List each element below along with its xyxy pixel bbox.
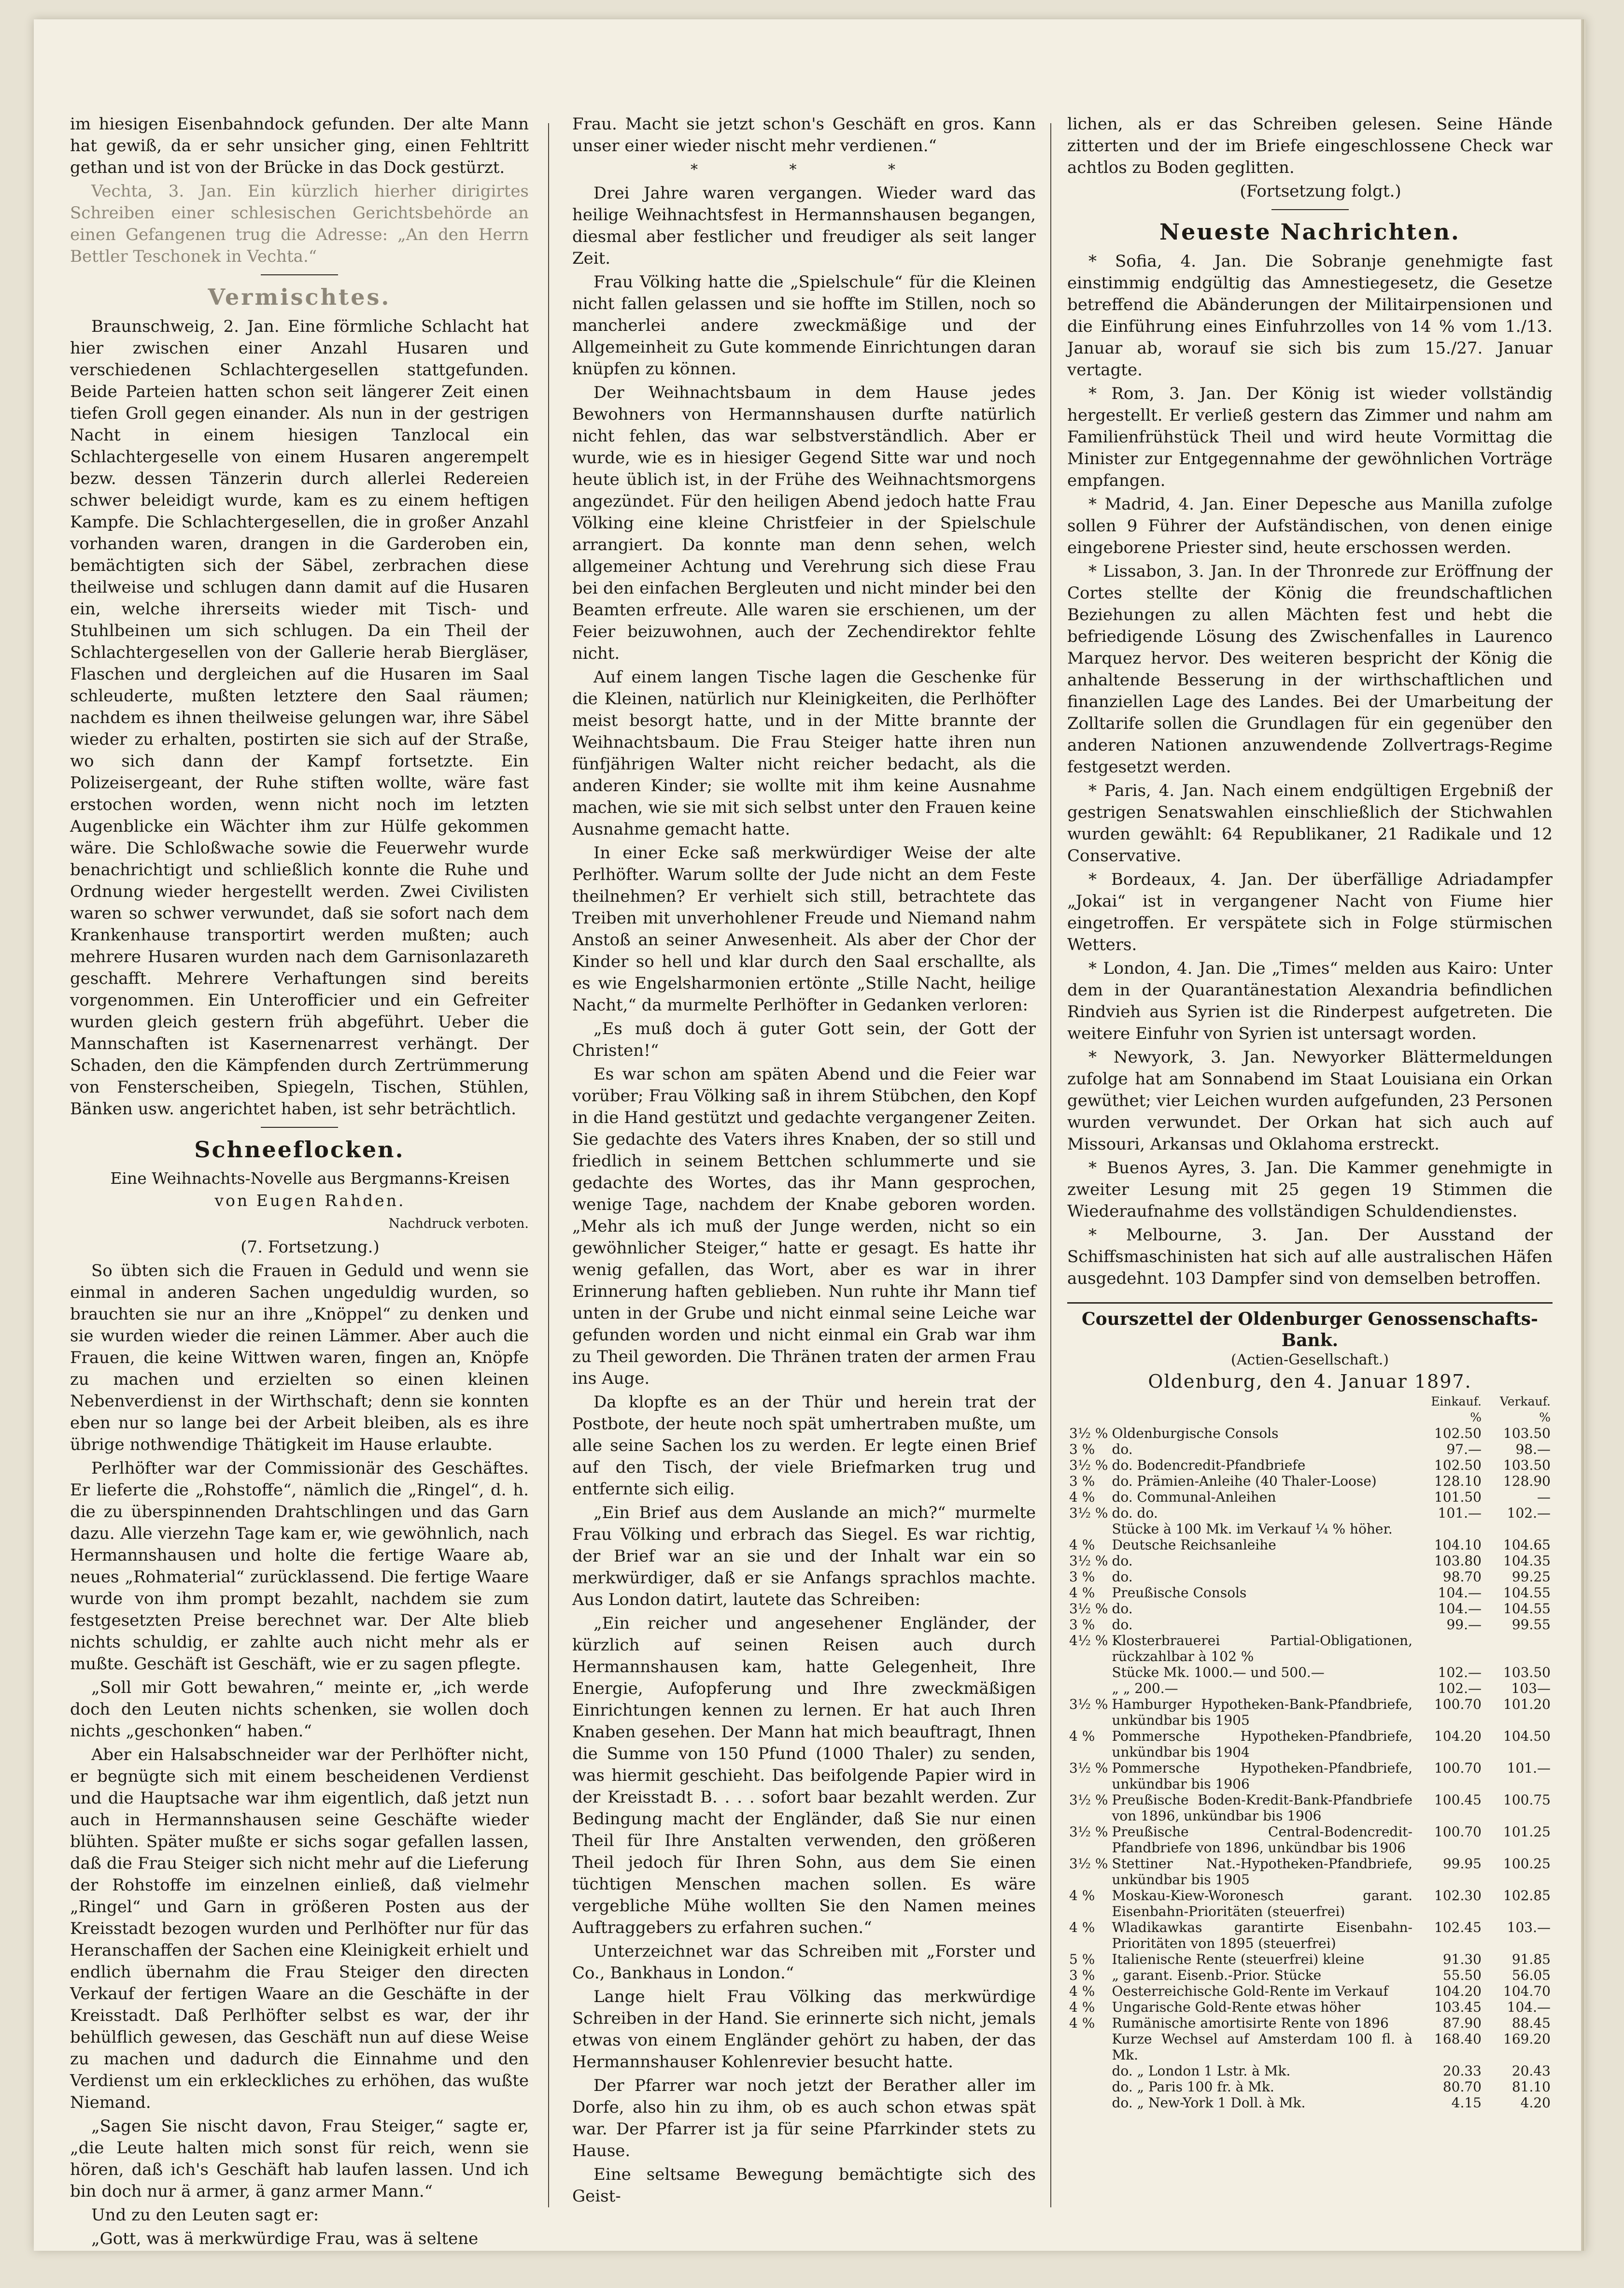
cell-rate: 3½ % (1069, 1505, 1108, 1521)
novel-paragraph: Aber ein Halsabschneider war der Perlhöfter nicht, er begnügte sich mit einem bescheidenen Verdienst und die Hauptsache war ihm eigentlich, daß jetzt nun auch in Hermannshausen seine Geschäfte wieder blühten. Später mußte er sichs sogar gefallen lassen, daß die Frau Steiger sich nicht mehr auf die Lieferung der Rohstoffe im einzelnen einließ, daß vielmehr „Ringel“ und Garn in größeren Posten aus der Kreisstadt bezogen wurden und Perlhöfter nur für das Heranschaffen der Sachen eine Kleinigkeit erhielt und endlich übernahm die Frau Steiger den directen Verkauf der fertigen Waare an die Geschäfte in der Kreisstadt. Daß Perlhöfter selbst es war, der ihr behülflich gewesen, das Geschäft nun auf diese Weise zu machen und dadurch die Einnahme und den Verdienst um ein erkleckliches zu erhöhen, das wußte Niemand. (70, 1745, 529, 2112)
cell-buy: 102.45 (1434, 1919, 1482, 1935)
cell-name: do. (1112, 1601, 1133, 1617)
cell-sell: 91.85 (1511, 1951, 1551, 1967)
cell-rate: 3 % (1069, 1473, 1095, 1489)
cell-name: Oldenburgische Consols (1112, 1425, 1279, 1441)
novel-paragraph: So übten sich die Frauen in Geduld und wenn sie einmal in anderen Sachen ungeduldig wurden, so brauchten sie nur an ihre „Knöppel“ zu denken und sie wurden wieder die reinen Lämmer. Aber auch die Frauen, die keine Wittwen waren, fingen an, Knöpfe zu machen und erzielten so einen kleinen Nebenverdienst in der Wirthschaft; denn sie konnten eben nur so lange bei der Arbeit bleiben, als es ihre übrige nothwendige Thätigkeit im Hause erlaubte. (70, 1261, 529, 1454)
rates-table-subtitle: (Actien-Gesellschaft.) (1231, 1351, 1389, 1368)
table-row (1067, 1951, 1553, 1967)
cell-sell: 102.85 (1503, 1888, 1551, 1904)
cell-buy: 102.— (1438, 1664, 1482, 1680)
cell-name: Italienische Rente (steuerfrei) kleine (1112, 1951, 1365, 1967)
newspaper-page (34, 19, 1586, 2251)
news-item: * Lissabon, 3. Jan. In der Thronrede zur Eröffnung der Cortes stellte der König die freundschaftlichen Beziehungen zu allen Mächten fest und hebt die befriedigende Lösung des Zwischenfalles in Laurenco Marquez hervor. Des weiteren bespricht der König die anhaltende Besserung in der wirthschaftlichen und finanziellen Lage des Landes. Bei der Umarbeitung der Zolltarife sollen die Grundlagen für ein gegenüber den anderen Nationen anzuwendende Zollvertrags-Regime festgesetzt werden. (1067, 562, 1553, 777)
column-2 (572, 114, 1036, 2212)
cell-rate (1067, 2031, 1110, 2063)
cell-rate (1067, 2063, 1110, 2079)
cell-name: Klosterbrauerei Partial-Obligationen, rückzahlbar à 102 % (1112, 1633, 1412, 1664)
news-item-vechta: Vechta, 3. Jan. Ein kürzlich hierher dirigirtes Schreiben einer schlesischen Gerichtsbehörde an einen Gefangenen trug die Adresse: „An den Herrn Bettler Teschonek in Vechta.“ (70, 182, 529, 266)
cell-buy: 100.70 (1434, 1696, 1482, 1712)
table-row (1067, 1505, 1553, 1521)
novel-paragraph: Auf einem langen Tische lagen die Geschenke für die Kleinen, natürlich nur Kleinigkeiten, die Perlhöfter meist besorgt hatte, und in der Mitte brannte der Weihnachtsbaum. Die Frau Steiger hatte ihren nun fünfjährigen Walter nicht reicher bedacht, als die anderen Kinder; sie wollte mit ihm keine Ausnahme machen, wie sie mit sich selbst unter den Frauen keine Ausnahme gemacht hatte. (572, 668, 1036, 839)
cell-rate: 3½ % (1069, 1425, 1108, 1441)
header-buy: Einkauf. % (1431, 1394, 1482, 1424)
cell-sell: 99.55 (1511, 1617, 1551, 1633)
cell-buy: 102.30 (1434, 1888, 1482, 1904)
section-stars: * * * (690, 161, 939, 178)
cell-sell: 99.25 (1511, 1569, 1551, 1585)
cell-rate: 3½ % (1069, 1696, 1108, 1712)
novel-paragraph: „Ein Brief aus dem Auslande an mich?“ murmelte Frau Völking und erbrach das Siegel. Es war richtig, der Brief war an sie und der Inhalt war ein so merkwürdiger, daß er sie Anfangs sprachlos machte. Aus London datirt, lautete das Schreiben: (572, 1503, 1036, 1609)
cell-name: do. (1112, 1617, 1133, 1633)
news-item: * Melbourne, 3. Jan. Der Ausstand der Schiffsmaschinisten hat sich auf alle australischen Häfen ausgedehnt. 103 Dampfer sind von demselben betroffen. (1067, 1225, 1553, 1288)
cell-rate: 3 % (1069, 1967, 1095, 1983)
table-row (1067, 1728, 1553, 1760)
cell-name: Hamburger Hypotheken-Bank-Pfandbriefe, unkündbar bis 1905 (1112, 1696, 1412, 1728)
novel-paragraph: Und zu den Leuten sagt er: (91, 2205, 319, 2225)
cell-sell: 104.50 (1503, 1728, 1551, 1744)
column-3 (1067, 114, 1553, 2212)
cell-buy: 102.— (1438, 1680, 1482, 1696)
rates-table (1067, 1393, 1553, 2111)
cell-sell: 104.— (1507, 1999, 1551, 2015)
column-1 (70, 114, 529, 2248)
cell-name: Wladikawkas garantirte Eisenbahn-Prioritäten von 1895 (steuerfrei) (1112, 1919, 1412, 1951)
cell-buy: 103.80 (1434, 1553, 1482, 1569)
novel-paragraph: „Ein reicher und angesehener Engländer, der kürzlich auf seinen Reisen auch durch Hermannshausen kam, hatte Gelegenheit, Ihre Energie, Aufopferung und Ihre zweckmäßigen Einrichtungen kennen zu lernen. Er hat auch Ihren Knaben gesehen. Der Mann hat mich beauftragt, Ihnen die Summe von 150 Pfund (1000 Thaler) zu senden, was hiermit geschieht. Das beifolgende Papier wird in der Kreisstadt B. . . . sofort baar bezahlt werden. Zur Bedingung macht der Engländer, daß Sie nur einen Theil für Ihre Anstalten verwenden, den größeren Theil jedoch für Ihren Sohn, aus dem Sie einen tüchtigen Menschen machen sollen. Es wäre vergebliche Mühe wollten Sie den Namen meines Auftraggebers zu erfahren suchen.“ (572, 1614, 1036, 1937)
novel-title: Schneeflocken. (194, 1137, 405, 1163)
article-text: im hiesigen Eisenbahndock gefunden. Der alte Mann hat gewiß, da er sehr unsicher ging, einen Fehltritt gethan und ist von der Brücke in das Dock gestürzt. (70, 114, 529, 177)
cell-rate (1067, 1680, 1110, 1696)
cell-name: Stücke à 100 Mk. im Verkauf ¼ % höher. (1112, 1521, 1393, 1537)
cell-buy: 4.15 (1451, 2095, 1482, 2111)
cell-buy: 100.70 (1434, 1824, 1482, 1840)
cell-sell (1483, 1633, 1553, 1664)
section-divider (261, 274, 338, 275)
novel-paragraph: Der Pfarrer war noch jetzt der Berather aller im Dorfe, also hin zu ihm, ob es auch schon etwas spät war. Der Pfarrer ist ja für seine Pfarrkinder stets zu Hause. (572, 2076, 1036, 2160)
novel-paragraph: Frau. Macht sie jetzt schon's Geschäft en gros. Kann unser einer wieder nischt mehr verdienen.“ (572, 114, 1036, 156)
cell-buy: 104.10 (1434, 1537, 1482, 1553)
cell-name: do. (1112, 1569, 1133, 1585)
table-row (1067, 1441, 1553, 1457)
cell-sell: 88.45 (1511, 2015, 1551, 2031)
cell-buy: 102.50 (1434, 1425, 1482, 1441)
news-item: * Rom, 3. Jan. Der König ist wieder vollständig hergestellt. Er verließ gestern das Zimmer und nahm am Familienfrühstück Theil und wird heute Vormittag die Minister zur Entgegennahme der gewöhnlichen Vorträge empfangen. (1067, 384, 1553, 490)
cell-name: „ garant. Eisenb.-Prior. Stücke (1112, 1967, 1322, 1983)
novel-paragraph: „Soll mir Gott bewahren,“ meinte er, „ich werde doch den Leuten nichts schenken, sie wollen doch nichts „geschonken“ haben.“ (70, 1678, 529, 1741)
cell-buy: 91.30 (1442, 1951, 1482, 1967)
novel-paragraph: Frau Völking hatte die „Spielschule“ für die Kleinen nicht fallen gelassen und sie hoffte im Stillen, noch so mancherlei andere zweckmäßige und der Allgemeinheit zu Gute kommende Einrichtungen daran knüpfen zu können. (572, 272, 1036, 379)
cell-name: Preußische Consols (1112, 1585, 1247, 1601)
cell-sell: 104.35 (1503, 1553, 1551, 1569)
cell-rate: 3½ % (1069, 1792, 1108, 1808)
cell-buy (1414, 1521, 1483, 1537)
header-name (1110, 1393, 1414, 1425)
cell-buy: 100.70 (1434, 1760, 1482, 1776)
news-item: * Newyork, 3. Jan. Newyorker Blättermeldungen zufolge hat am Sonnabend im Staat Louisiana ein Orkan gewüthet; vier Leichen wurden aufgefunden, 23 Personen wurden verwundet. Der Orkan hat sich auch auf Missouri, Arkansas und Oklahoma erstreckt. (1067, 1048, 1553, 1154)
cell-buy: 100.45 (1434, 1792, 1482, 1808)
table-row (1067, 1633, 1553, 1664)
table-row (1067, 1537, 1553, 1553)
novel-subtitle: Eine Weihnachts-Novelle aus Bergmanns-Kreisen (110, 1169, 510, 1188)
cell-name: do. „ New-York 1 Doll. à Mk. (1112, 2095, 1306, 2111)
section-divider (1271, 209, 1349, 210)
novel-part: (7. Fortsetzung.) (240, 1237, 380, 1257)
news-item: * Buenos Ayres, 3. Jan. Die Kammer genehmigte in zweiter Lesung mit 25 gegen 19 Stimmen die Wiederaufnahme des vollständigen Schuldendienstes. (1067, 1158, 1553, 1221)
cell-rate (1067, 2095, 1110, 2111)
cell-name: Stücke Mk. 1000.— und 500.— (1112, 1664, 1325, 1680)
cell-rate: 3½ % (1069, 1824, 1108, 1840)
cell-name: Pommersche Hypotheken-Pfandbriefe, unkündbar bis 1906 (1112, 1760, 1412, 1792)
novel-paragraph: In einer Ecke saß merkwürdiger Weise der alte Perlhöfter. Warum sollte der Jude nicht an dem Feste theilnehmen? Er verhielt sich still, betrachtete das Treiben mit unverhohlener Freude und Niemand nahm Anstoß an seiner Anwesenheit. Als aber der Chor der Kinder so hell und klar durch den Saal erschallte, als es wie Engelsharmonien ertönte „Stille Nacht, heilige Nacht,“ da murmelte Perlhöfter in Gedanken verloren: (572, 843, 1036, 1015)
cell-buy: 104.— (1438, 1585, 1482, 1601)
table-row (1067, 2063, 1553, 2079)
table-row (1067, 1999, 1553, 2015)
cell-name: „ „ 200.— (1112, 1680, 1178, 1696)
cell-rate: 3½ % (1069, 1601, 1108, 1617)
cell-buy: 101.— (1438, 1505, 1482, 1521)
rates-table-header (1067, 1393, 1553, 1425)
novel-paragraph: lichen, als er das Schreiben gelesen. Seine Hände zitterten und der im Briefe eingeschlossene Check war achtlos zu Boden geglitten. (1067, 114, 1553, 177)
table-row (1067, 1760, 1553, 1792)
table-row (1067, 1521, 1553, 1537)
news-item: * Bordeaux, 4. Jan. Der überfällige Adriadampfer „Jokai“ ist in vergangener Nacht von Fiume hier eingetroffen. Er verspätete sich in Folge stürmischen Wetters. (1067, 870, 1553, 954)
cell-name: do. (1112, 1553, 1133, 1569)
table-row (1067, 1489, 1553, 1505)
cell-sell: — (1537, 1489, 1551, 1505)
cell-sell: 102.— (1507, 1505, 1551, 1521)
cell-sell: 20.43 (1511, 2063, 1551, 2079)
novel-paragraph: Eine seltsame Bewegung bemächtigte sich des Geist- (572, 2165, 1036, 2206)
cell-buy: 99.— (1446, 1617, 1482, 1633)
cell-buy: 20.33 (1442, 2063, 1482, 2079)
table-row (1067, 1457, 1553, 1473)
cell-sell: 128.90 (1503, 1473, 1551, 1489)
cell-name: Rumänische amortisirte Rente von 1896 (1112, 2015, 1389, 2031)
cell-rate (1067, 1521, 1110, 1537)
cell-buy: 104.— (1438, 1601, 1482, 1617)
cell-name: do. Bodencredit-Pfandbriefe (1112, 1457, 1306, 1473)
cell-rate (1067, 1664, 1110, 1680)
cell-sell: 103.50 (1503, 1457, 1551, 1473)
cell-sell: 104.55 (1503, 1585, 1551, 1601)
cell-rate: 3½ % (1069, 1856, 1108, 1872)
cell-rate: 5 % (1069, 1951, 1095, 1967)
column-rule (1050, 123, 1051, 2207)
novel-paragraph: „Es muß doch ä guter Gott sein, der Gott der Christen!“ (572, 1019, 1036, 1060)
cell-name: do. „ Paris 100 fr. à Mk. (1112, 2079, 1274, 2095)
cell-rate: 3½ % (1069, 1553, 1108, 1569)
cell-name: do. Prämien-Anleihe (40 Thaler-Loose) (1112, 1473, 1377, 1489)
cell-name: Preußische Boden-Kredit-Bank-Pfandbriefe von 1896, unkündbar bis 1906 (1112, 1792, 1412, 1824)
table-row (1067, 1696, 1553, 1728)
header-rate (1067, 1393, 1110, 1425)
table-row (1067, 1983, 1553, 1999)
cell-sell: 56.05 (1511, 1967, 1551, 1983)
table-row (1067, 2031, 1553, 2063)
cell-buy: 128.10 (1434, 1473, 1482, 1489)
section-title-news: Neueste Nachrichten. (1159, 219, 1460, 245)
table-row (1067, 2079, 1553, 2095)
table-row (1067, 1967, 1553, 1983)
header-sell: Verkauf. % (1500, 1394, 1551, 1424)
novel-paragraph: Es war schon am späten Abend und die Feier war vorüber; Frau Völking saß in ihrem Stübchen, den Kopf in die Hand gestützt und gedachte vergangener Zeiten. Sie gedachte des Vaters ihres Knaben, der so still und friedlich in seinem Bettchen schlummerte und sie gedachte des Wortes, das ihr Mann gesprochen, wenige Tage, nachdem der Knabe geboren worden. „Mehr als ich muß der Junge werden, nicht so ein gewöhnlicher Steiger,“ hatte er gesagt. Es hatte ihr wenig gefallen, das Wort, aber es war in ihrer Erinnerung haften geblieben. Nun ruhte ihr Mann tief unten in der Grube und nicht einmal seine Leiche war gefunden worden und nicht einmal ein Grab war ihm zu Theil geworden. Die Thränen traten der armen Frau ins Auge. (572, 1065, 1036, 1388)
cell-name: Oesterreichische Gold-Rente im Verkauf (1112, 1983, 1388, 1999)
novel-paragraph: Da klopfte es an der Thür und herein trat der Postbote, der heute noch spät umhertraben mußte, um alle seine Sachen los zu werden. Er legte einen Brief auf den Tisch, der viele Briefmarken trug und entfernte sich eilig. (572, 1393, 1036, 1499)
cell-name: Kurze Wechsel auf Amsterdam 100 fl. à Mk. (1112, 2031, 1412, 2063)
news-item: * London, 4. Jan. Die „Times“ melden aus Kairo: Unter dem in der Quarantänestation Alexandria befindlichen Rindvieh aus Syrien ist die Rinderpest aufgetreten. Die weitere Einfuhr von Syrien ist untersagt worden. (1067, 959, 1553, 1043)
cell-name: do. Communal-Anleihen (1112, 1489, 1276, 1505)
table-row (1067, 1569, 1553, 1585)
cell-name: Pommersche Hypotheken-Pfandbriefe, unkündbar bis 1904 (1112, 1728, 1412, 1760)
cell-rate: 3½ % (1069, 1457, 1108, 1473)
news-item: * Paris, 4. Jan. Nach einem endgültigen Ergebniß der gestrigen Senatswahlen einschließlich der Stichwahlen wurden gewählt: 64 Republikaner, 21 Radikale und 12 Conservative. (1067, 781, 1553, 866)
cell-sell (1483, 1521, 1553, 1537)
news-item: * Sofia, 4. Jan. Die Sobranje genehmigte fast einstimmig endgültig das Amnestiegesetz, die Gesetze betreffend die Abänderungen der Militairpensionen und die Einführung eines Einfuhrzolles von 14 % vom 1./13. Januar ab, worauf sie sich bis zum 15./27. Januar vertagte. (1067, 252, 1553, 380)
cell-rate: 4½ % (1069, 1633, 1108, 1648)
cell-sell: 101.— (1507, 1760, 1551, 1776)
novel-paragraph: Der Weihnachtsbaum in dem Hause jedes Bewohners von Hermannshausen durfte natürlich nicht fehlen, das war selbstverständlich. Aber er wurde, wie es in hiesiger Gegend Sitte war und noch heute üblich ist, in der Frühe des Weihnachtsmorgens angezündet. Für den heiligen Abend jedoch hatte Frau Völking eine kleine Christfeier in der Spielschule arrangiert. Da konnte man denn sehen, welch allgemeiner Achtung und Verehrung sich diese Frau bei den einfachen Bergleuten und nicht minder bei den Beamten erfreute. Alle waren sie erschienen, um der Feier beizuwohnen, auch der Zechendirektor fehlte nicht. (572, 383, 1036, 663)
table-row (1067, 1856, 1553, 1888)
novel-paragraph: Drei Jahre waren vergangen. Wieder ward das heilige Weihnachtsfest in Hermannshausen begangen, diesmal aber festlicher und freudiger als seit langer Zeit. (572, 184, 1036, 268)
cell-sell: 103.50 (1503, 1425, 1551, 1441)
table-row (1067, 1585, 1553, 1601)
news-item: * Madrid, 4. Jan. Einer Depesche aus Manilla zufolge sollen 9 Führer der Aufständischen, von denen einige eingeborene Priester sind, heute erschossen werden. (1067, 495, 1553, 557)
table-row (1067, 1473, 1553, 1489)
cell-sell: 169.20 (1503, 2031, 1551, 2047)
cell-sell: 100.75 (1503, 1792, 1551, 1808)
cell-rate (1067, 2079, 1110, 2095)
cell-rate: 3 % (1069, 1617, 1095, 1633)
cell-buy: 102.50 (1434, 1457, 1482, 1473)
cell-buy: 104.20 (1434, 1983, 1482, 1999)
column-rule (548, 123, 549, 2207)
cell-name: do. (1112, 1441, 1133, 1457)
cell-name: do. „ London 1 Lstr. à Mk. (1112, 2063, 1291, 2079)
novel-paragraph: „Sagen Sie nischt davon, Frau Steiger,“ sagte er, „die Leute halten mich sonst für reich, wenn sie hören, daß ich's Geschäft hab laufen lassen. Und ich bin doch nur ä armer, ä ganz armer Mann.“ (70, 2117, 529, 2201)
novel-paragraph: Unterzeichnet war das Schreiben mit „Forster und Co., Bankhaus in London.“ (572, 1942, 1036, 1983)
cell-rate: 3 % (1069, 1569, 1095, 1585)
cell-buy: 80.70 (1442, 2079, 1482, 2095)
section-divider (261, 1127, 338, 1128)
rates-table-title: Courszettel der Oldenburger Genossenschafts-Bank. (1067, 1302, 1553, 1351)
cell-rate: 4 % (1069, 2015, 1095, 2031)
cell-buy: 168.40 (1434, 2031, 1482, 2047)
cell-buy: 99.95 (1442, 1856, 1482, 1872)
cell-name: Preußische Central-Bodencredit-Pfandbriefe von 1896, unkündbar bis 1906 (1112, 1824, 1412, 1856)
cell-sell: 4.20 (1520, 2095, 1551, 2111)
cell-sell: 104.65 (1503, 1537, 1551, 1553)
cell-sell: 81.10 (1511, 2079, 1551, 2095)
table-row (1067, 1680, 1553, 1696)
cell-rate: 4 % (1069, 1537, 1095, 1553)
cell-sell: 103.— (1507, 1919, 1551, 1935)
cell-rate: 4 % (1069, 1999, 1095, 2015)
cell-sell: 104.55 (1503, 1601, 1551, 1617)
table-row (1067, 1617, 1553, 1633)
table-row (1067, 1919, 1553, 1951)
cell-rate: 3½ % (1069, 1760, 1108, 1776)
table-row (1067, 1425, 1553, 1441)
novel-paragraph: Lange hielt Frau Völking das merkwürdige Schreiben in der Hand. Sie erinnerte sich nicht, jemals etwas von einem Engländer gehört zu haben, der das Hermannshauser Kohlenrevier besucht hatte. (572, 1987, 1036, 2072)
cell-name: Moskau-Kiew-Woronesch garant. Eisenbahn-Prioritäten (steuerfrei) (1112, 1888, 1412, 1919)
cell-rate: 4 % (1069, 1728, 1095, 1744)
novel-author: von Eugen Rahden. (214, 1191, 406, 1210)
table-row (1067, 1824, 1553, 1856)
continuation-note: (Fortsetzung folgt.) (1240, 182, 1401, 201)
table-row (1067, 1553, 1553, 1569)
cell-buy: 101.50 (1434, 1489, 1482, 1505)
cell-buy: 55.50 (1442, 1967, 1482, 1983)
novel-paragraph: „Gott, was ä merkwürdige Frau, was ä seltene (91, 2229, 479, 2248)
cell-rate: 3 % (1069, 1441, 1095, 1457)
cell-sell: 103— (1511, 1680, 1551, 1696)
section-title-vermischtes: Vermischtes. (208, 284, 391, 310)
cell-buy: 87.90 (1442, 2015, 1482, 2031)
cell-name: Ungarische Gold-Rente etwas höher (1112, 1999, 1361, 2015)
cell-buy: 97.— (1446, 1441, 1482, 1457)
cell-sell: 101.25 (1503, 1824, 1551, 1840)
table-row (1067, 1601, 1553, 1617)
novel-paragraph: Perlhöfter war der Commissionär des Geschäftes. Er lieferte die „Rohstoffe“, nämlich die „Ringel“, d. h. die zu überspinnenden Drahtschlingen und das Garn dazu. Alle vierzehn Tage kam er, wie gewöhnlich, nach Hermannshausen und holte die fertige Waare ab, neues „Rohmaterial“ zurücklassend. Die fertige Waare wurde von ihm prompt bezahlt, nachdem sie zum festgesetzten Preise berechnet war. Der Alte blieb nichts schuldig, er zahlte auch nicht mehr als er mußte. Geschäft ist Geschäft, wie er zu sagen pflegte. (70, 1459, 529, 1674)
cell-buy (1414, 1633, 1483, 1664)
page-edge (1581, 19, 1584, 2251)
cell-buy: 98.70 (1442, 1569, 1482, 1585)
cell-name: do. do. (1112, 1505, 1158, 1521)
rates-table-date: Oldenburg, den 4. Januar 1897. (1148, 1371, 1472, 1392)
table-row (1067, 2095, 1553, 2111)
reprint-note: Nachdruck verboten. (388, 1216, 529, 1231)
cell-name: Stettiner Nat.-Hypotheken-Pfandbriefe, unkündbar bis 1905 (1112, 1856, 1412, 1888)
cell-name: Deutsche Reichsanleihe (1112, 1537, 1276, 1553)
cell-buy: 104.20 (1434, 1728, 1482, 1744)
news-list (1067, 251, 1553, 1290)
cell-sell: 101.20 (1503, 1696, 1551, 1712)
cell-rate: 4 % (1069, 1585, 1095, 1601)
cell-sell: 103.50 (1503, 1664, 1551, 1680)
table-row (1067, 1888, 1553, 1919)
cell-sell: 100.25 (1503, 1856, 1551, 1872)
table-row (1067, 1664, 1553, 1680)
table-row (1067, 1792, 1553, 1824)
cell-buy: 103.45 (1434, 1999, 1482, 2015)
cell-rate: 4 % (1069, 1919, 1095, 1935)
cell-rate: 4 % (1069, 1983, 1095, 1999)
article-braunschweig: Braunschweig, 2. Jan. Eine förmliche Schlacht hat hier zwischen einer Anzahl Husaren und verschiedenen Schlachtergesellen stattgefunden. Beide Parteien hatten schon seit längerer Zeit einen tiefen Groll gegen einander. Als nun in der gestrigen Nacht in einem hiesigen Tanzlocal ein Schlachtergeselle von einem Husaren angerempelt bezw. dessen Tänzerin durch allerlei Redereien schwer beleidigt wurde, kam es zu einem heftigen Kampfe. Die Schlachtergesellen, die in großer Anzahl vorhanden waren, drangen in die Garderoben ein, bemächtigten sich der Säbel, zerbrachen diese theilweise und schlugen dann damit auf die Husaren ein, welche ihrerseits wieder mit Tisch- und Stuhlbeinen um sich schlugen. Da ein Theil der Schlachtergesellen von der Gallerie herab Biergläser, Flaschen und dergleichen auf die Husaren im Saal schleuderte, mußten letztere den Saal räumen; nachdem es ihnen theilweise gelungen war, ihre Säbel wieder zu erhalten, postirten sie sich auf der Straße, wo sich dann der Kampf fortsetzte. Ein Polizeisergeant, der Ruhe stiften wollte, wäre fast erstochen worden, wenn nicht noch im letzten Augenblicke ein Wächter ihm zur Hülfe gekommen wäre. Die Schloßwache sowie die Feuerwehr wurde benachrichtigt und schließlich konnte die Ruhe und Ordnung wieder hergestellt werden. Zwei Civilisten waren so schwer verwundet, daß sie sofort nach dem Krankenhause transportirt werden mußten; auch mehrere Husaren wurden nach dem Garnisonlazareth geschafft. Mehrere Verhaftungen sind bereits vorgenommen. Ein Unterofficier und ein Gefreiter wurden gleich gestern früh abgeführt. Ueber die Mannschaften ist Kasernenarrest verhängt. Der Schaden, den die Kämpfenden durch Zertrümmerung von Fensterscheiben, Spiegeln, Tischen, Stühlen, Bänken usw. angerichtet haben, ist sehr beträchtlich. (70, 317, 529, 1119)
table-row (1067, 2015, 1553, 2031)
cell-sell: 104.70 (1503, 1983, 1551, 1999)
cell-rate: 4 % (1069, 1888, 1095, 1904)
cell-sell: 98.— (1515, 1441, 1551, 1457)
cell-rate: 4 % (1069, 1489, 1095, 1505)
